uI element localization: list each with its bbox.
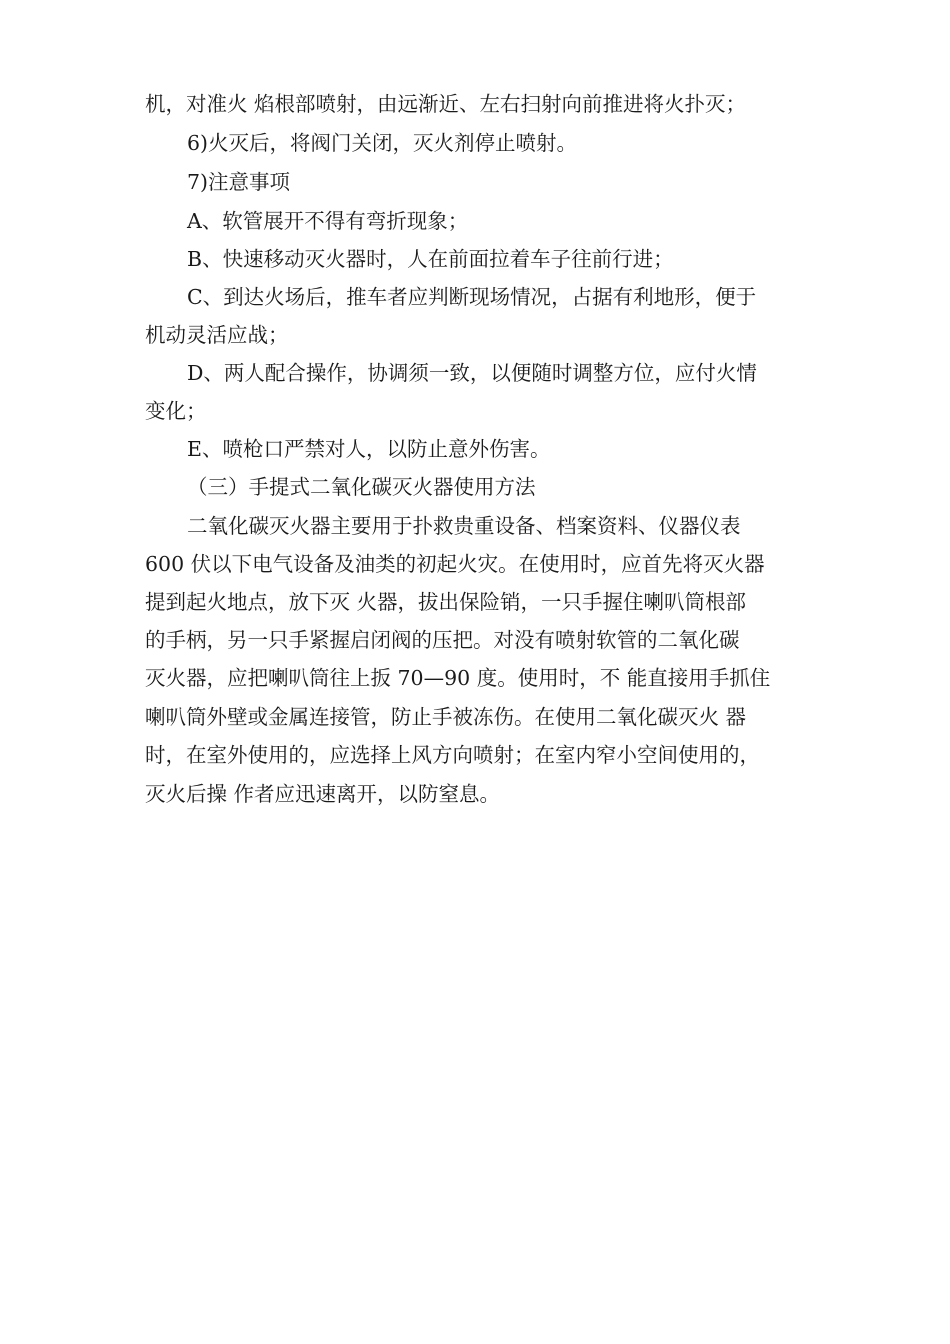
- paragraph-line-1: 二氧化碳灭火器主要用于扑救贵重设备、档案资料、仪器仪表: [187, 514, 741, 538]
- step-6-line: 6)火灭后，将阀门关闭，灭火剂停止喷射。: [187, 131, 578, 155]
- paragraph-line-2: 600 伏以下电气设备及油类的初起火灾。在使用时，应首先将灭火器: [145, 552, 765, 576]
- paragraph-line-8: 灭火后操 作者应迅速离开，以防窒息。: [145, 782, 501, 806]
- paragraph-line-5: 灭火器，应把喇叭筒往上扳 70—90 度。使用时，不 能直接用手抓住: [145, 666, 771, 690]
- paragraph-line-3: 提到起火地点，放下灭 火器，拔出保险销，一只手握住喇叭筒根部: [145, 590, 747, 614]
- note-c-continuation: 机动灵活应战；: [145, 323, 289, 347]
- step-7-heading: 7)注意事项: [187, 170, 291, 194]
- text-line-1: 机，对准火 焰根部喷射，由远渐近、左右扫射向前推进将火扑灭；: [145, 92, 747, 116]
- note-a-line: A、软管展开不得有弯折现象；: [187, 209, 469, 233]
- paragraph-line-6: 喇叭筒外壁或金属连接管，防止手被冻伤。在使用二氧化碳灭火 器: [145, 705, 747, 729]
- note-c-line: C、到达火场后，推车者应判断现场情况，占据有利地形，便于: [187, 285, 757, 309]
- section-heading: （三）手提式二氧化碳灭火器使用方法: [187, 475, 536, 499]
- paragraph-line-4: 的手柄，另一只手紧握启闭阀的压把。对没有喷射软管的二氧化碳: [145, 628, 740, 652]
- note-b-line: B、快速移动灭火器时，人在前面拉着车子往前行进；: [187, 247, 674, 271]
- note-d-line: D、两人配合操作，协调须一致，以便随时调整方位，应付火情: [187, 361, 757, 385]
- paragraph-line-7: 时，在室外使用的，应选择上风方向喷射；在室内窄小空间使用的，: [145, 743, 760, 767]
- note-e-line: E、喷枪口严禁对人，以防止意外伤害。: [187, 437, 551, 461]
- note-d-continuation: 变化；: [145, 399, 207, 423]
